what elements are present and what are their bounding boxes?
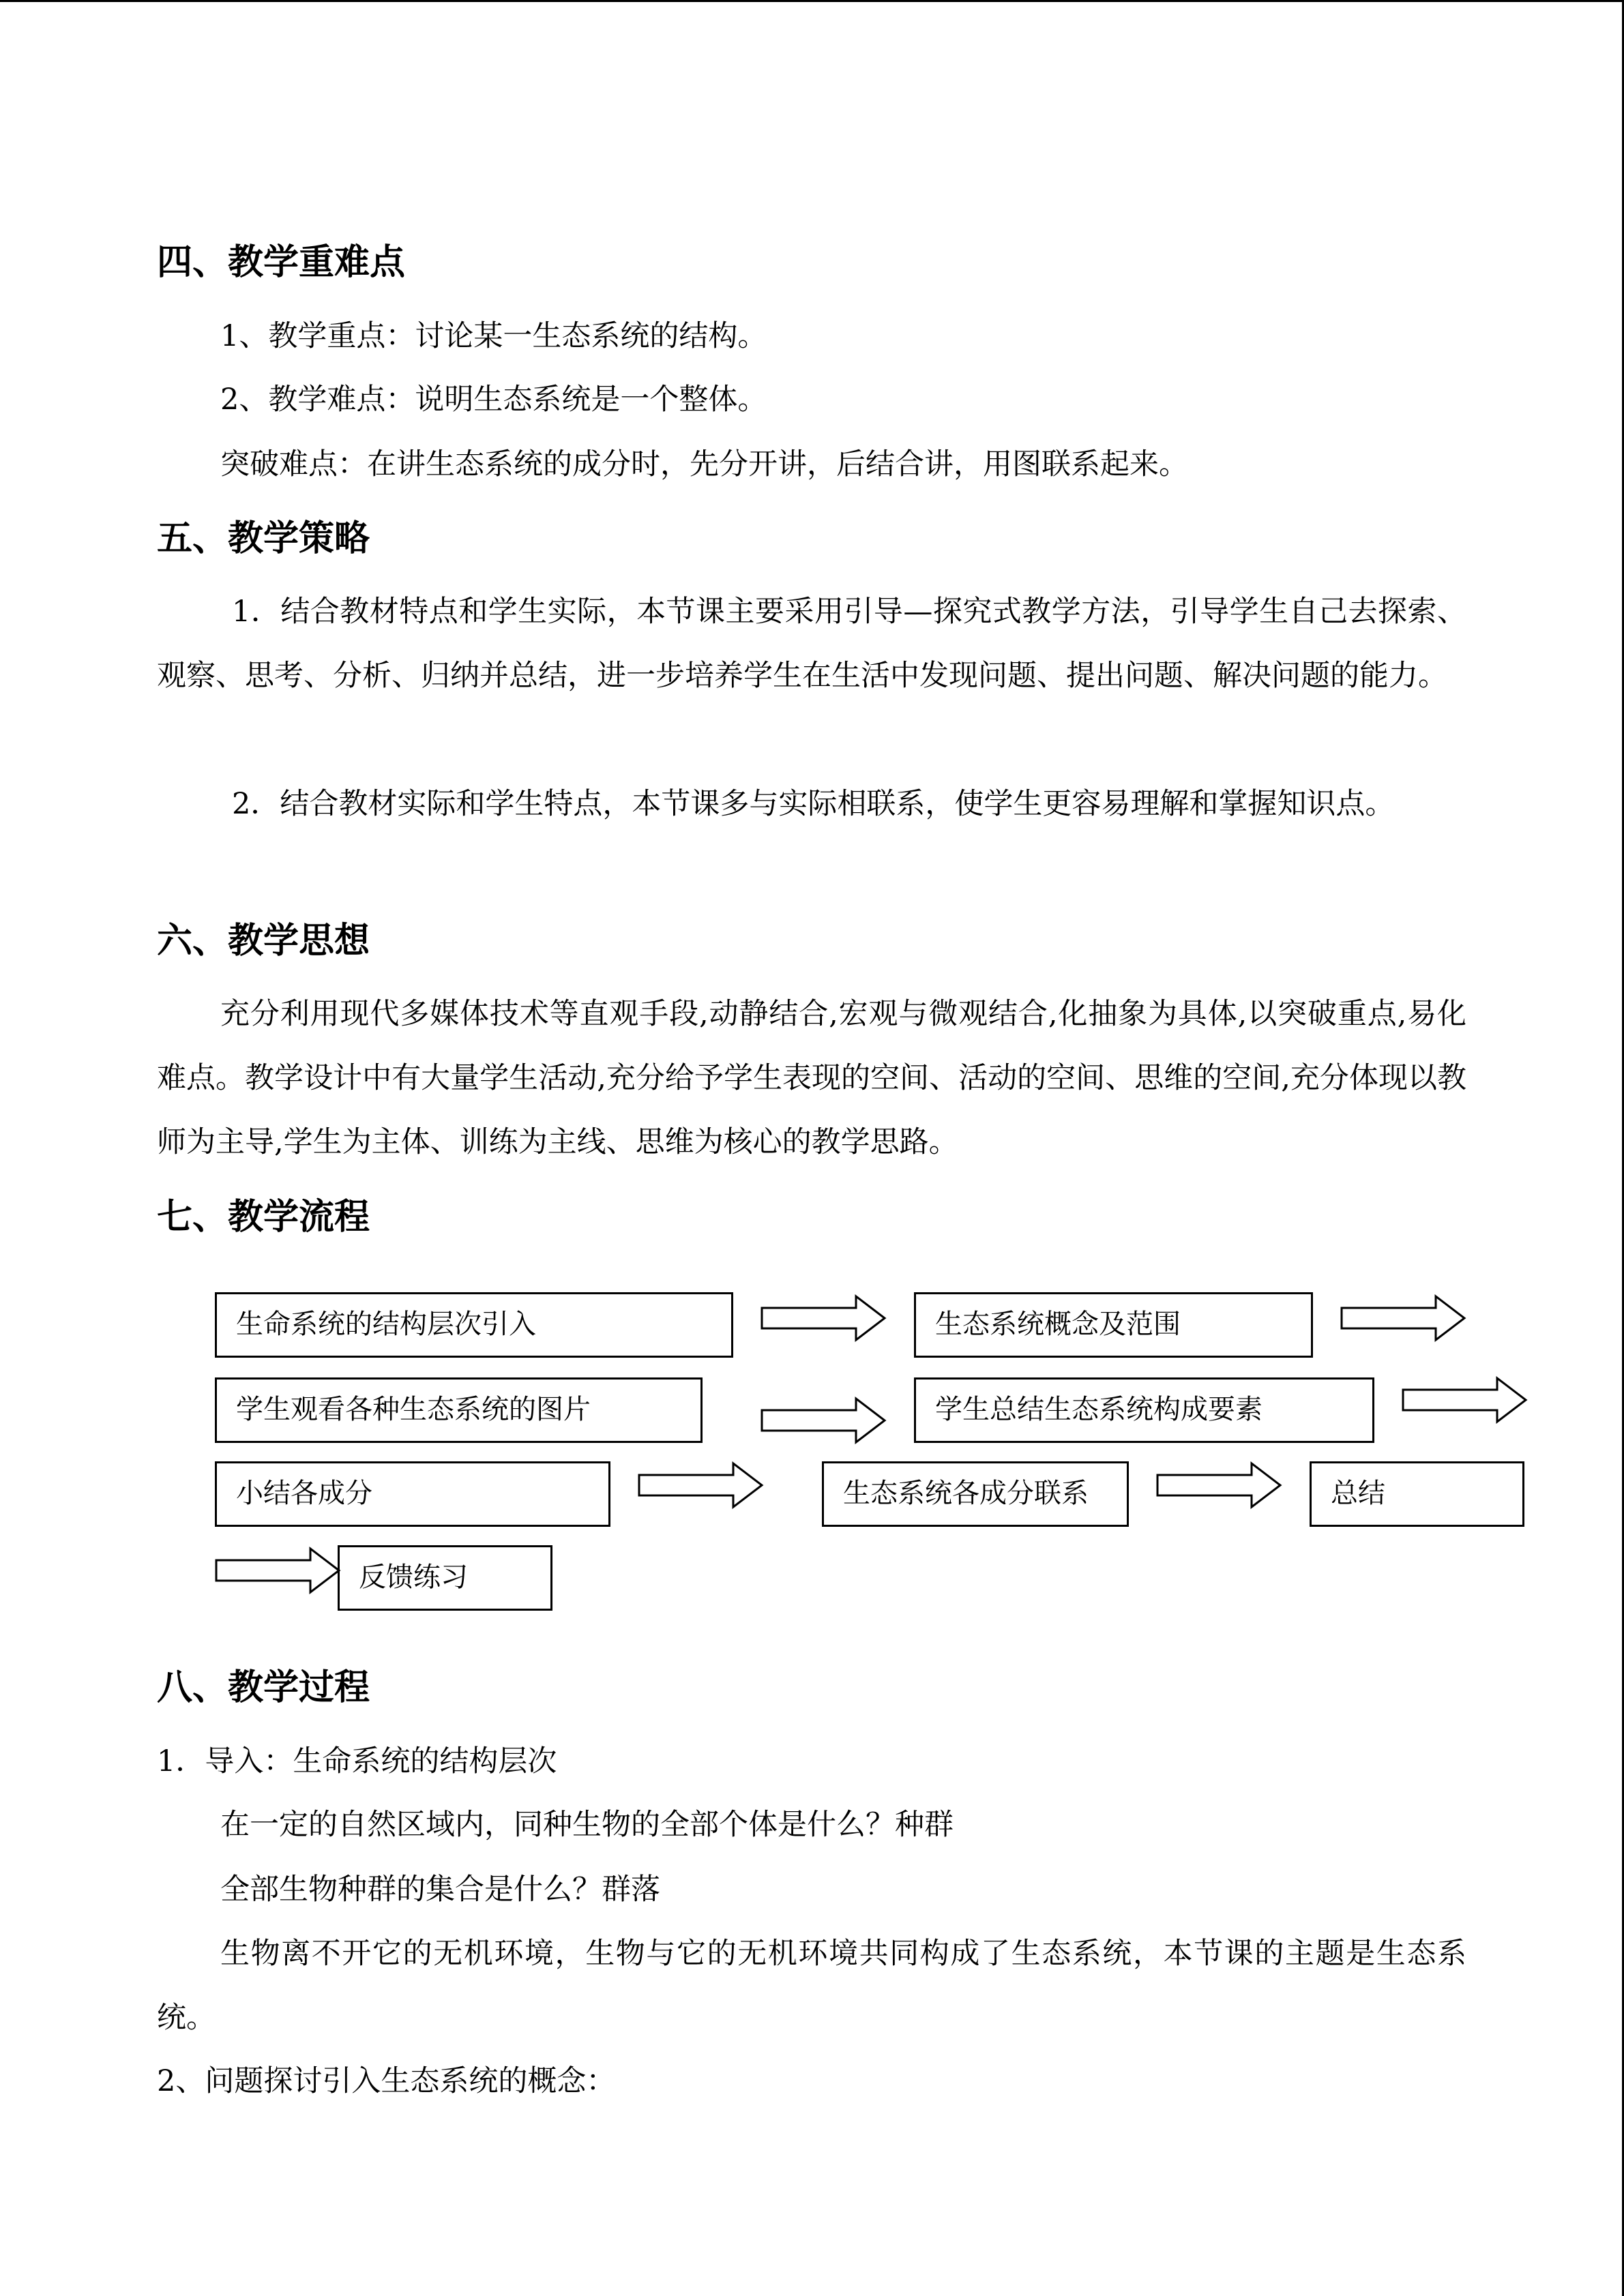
flow-arrow-icon bbox=[215, 1547, 341, 1594]
page-top-border bbox=[0, 0, 1624, 2]
flow-box-pictures: 学生观看各种生态系统的图片 bbox=[215, 1377, 703, 1443]
process-line-1: 1．导入：生命系统的结构层次 bbox=[157, 1744, 557, 1778]
breakthrough-line: 突破难点：在讲生态系统的成分时，先分开讲，后结合讲，用图联系起来。 bbox=[220, 447, 1188, 481]
difficult-point-line: 2、教学难点：说明生态系统是一个整体。 bbox=[220, 383, 767, 417]
section-5-heading: 五、教学策略 bbox=[157, 518, 370, 559]
section-4-heading: 四、教学重难点 bbox=[157, 242, 406, 283]
flow-box-intro: 生命系统的结构层次引入 bbox=[215, 1292, 733, 1358]
flow-arrow-icon bbox=[1156, 1461, 1282, 1509]
flow-box-feedback: 反馈练习 bbox=[338, 1545, 552, 1611]
thought-paragraph: 充分利用现代多媒体技术等直观手段,动静结合,宏观与微观结合,化抽象为具体,以突破重点,易化难点。教学设计中有大量学生活动,充分给予学生表现的空间、活动的空间、思维的空间,充分体现以教师为主导,学生为主体、训练为主线、思维为核心的教学思路。 bbox=[157, 997, 1466, 1159]
strategy-paragraph-2: 2．结合教材实际和学生特点，本节课多与实际相联系，使学生更容易理解和掌握知识点。 bbox=[232, 787, 1395, 821]
process-line-2: 2、问题探讨引入生态系统的概念： bbox=[157, 2064, 616, 2098]
strategy-paragraph-1: 1．结合教材特点和学生实际，本节课主要采用引导—探究式教学方法，引导学生自己去探索、观察、思考、分析、归纳并总结，进一步培养学生在生活中发现问题、提出问题、解决问题的能力。 bbox=[157, 595, 1466, 693]
flow-arrow-icon bbox=[1340, 1294, 1466, 1342]
process-question-1: 在一定的自然区域内，同种生物的全部个体是什么？种群 bbox=[220, 1808, 954, 1842]
flow-arrow-icon bbox=[1402, 1376, 1528, 1424]
process-question-2: 全部生物种群的集合是什么？群落 bbox=[220, 1873, 660, 1907]
flow-arrow-icon bbox=[761, 1294, 887, 1342]
flow-box-concept: 生态系统概念及范围 bbox=[914, 1292, 1313, 1358]
flow-box-summary-components: 小结各成分 bbox=[215, 1461, 610, 1527]
flow-arrow-icon bbox=[638, 1461, 764, 1509]
flow-box-conclusion: 总结 bbox=[1310, 1461, 1524, 1527]
section-8-heading: 八、教学过程 bbox=[157, 1667, 370, 1708]
flow-arrow-icon bbox=[761, 1397, 887, 1444]
flow-box-relations: 生态系统各成分联系 bbox=[822, 1461, 1129, 1527]
section-7-heading: 七、教学流程 bbox=[157, 1197, 370, 1238]
process-paragraph: 生物离不开它的无机环境，生物与它的无机环境共同构成了生态系统，本节课的主题是生态系统。 bbox=[157, 1937, 1466, 2035]
flow-box-elements: 学生总结生态系统构成要素 bbox=[914, 1377, 1374, 1443]
section-6-heading: 六、教学思想 bbox=[157, 921, 370, 961]
key-point-line: 1、教学重点：讨论某一生态系统的结构。 bbox=[220, 319, 767, 353]
